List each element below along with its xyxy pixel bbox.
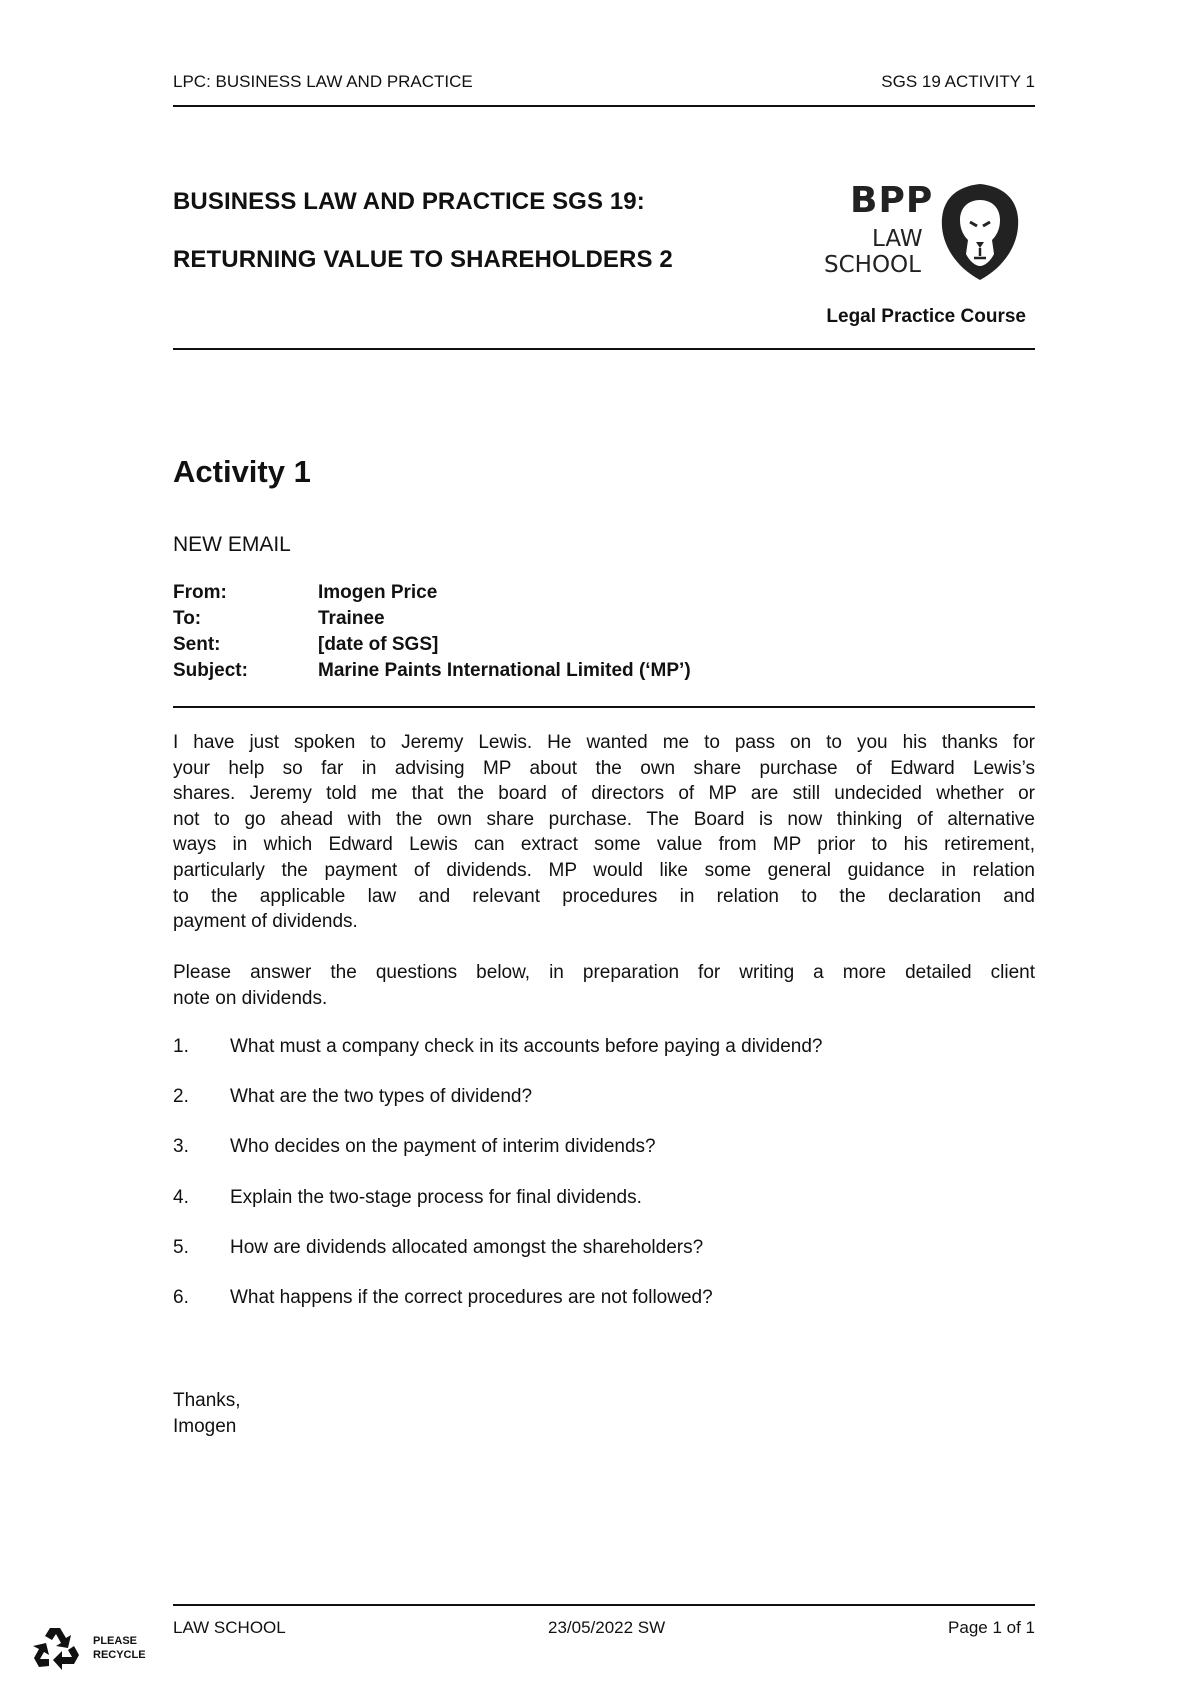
bpp-law-school-logo — [820, 180, 1020, 300]
recycle-label-line1: PLEASE — [93, 1635, 138, 1647]
question-text: What happens if the correct procedures are not followed? — [230, 1287, 713, 1308]
email-subject-value: Marine Paints International Limited (‘MP’) — [318, 660, 691, 681]
title-divider — [173, 348, 1035, 350]
email-to-value: Trainee — [318, 608, 385, 629]
email-sent-label: Sent: — [173, 634, 221, 655]
email-to-label: To: — [173, 608, 202, 629]
paragraph-line: note on dividends. — [173, 987, 328, 1009]
question-number: 3. — [173, 1136, 189, 1157]
document-title-line2: RETURNING VALUE TO SHAREHOLDERS 2 — [173, 246, 673, 273]
email-sent-value: [date of SGS] — [318, 634, 439, 655]
email-subheading: NEW EMAIL — [173, 533, 291, 556]
email-from-label: From: — [173, 582, 227, 603]
paragraph-line: particularly the payment of dividends. MP would like some general guidance in relation — [173, 859, 1035, 881]
header-divider — [173, 105, 1035, 107]
email-from-value: Imogen Price — [318, 582, 438, 603]
recycle-icon — [30, 1624, 82, 1672]
logo-line3: SCHOOL — [824, 252, 921, 278]
question-text: What must a company check in its accounts before paying a dividend? — [230, 1036, 823, 1057]
paragraph-line: to the applicable law and relevant procedures in relation to the declaration and — [173, 885, 1035, 907]
email-body-paragraph-2 — [173, 960, 1035, 1011]
question-text: What are the two types of dividend? — [230, 1086, 533, 1107]
footer-left: LAW SCHOOL — [173, 1618, 286, 1637]
paragraph-line: payment of dividends. — [173, 911, 358, 933]
signature: Imogen — [173, 1416, 237, 1437]
paragraph-line: not to go ahead with the own share purchase. The Board is now thinking of alternative — [173, 808, 1035, 830]
question-text: Who decides on the payment of interim dividends? — [230, 1136, 656, 1157]
running-header-right: SGS 19 ACTIVITY 1 — [881, 72, 1035, 91]
email-divider — [173, 706, 1035, 708]
email-body-paragraph-1 — [173, 730, 1035, 935]
paragraph-line: shares. Jeremy told me that the board of directors of MP are still undecided whether or — [173, 783, 1035, 805]
footer-divider — [173, 1604, 1035, 1606]
paragraph-line: ways in which Edward Lewis can extract some value from MP prior to his retirement, — [173, 834, 1035, 856]
logo-line2: LAW — [872, 226, 923, 252]
logo-caption: Legal Practice Course — [826, 306, 1026, 327]
footer-page-number: Page 1 of 1 — [948, 1618, 1035, 1637]
recycle-label — [93, 1634, 146, 1662]
question-number: 6. — [173, 1287, 189, 1308]
question-number: 2. — [173, 1086, 189, 1107]
footer-date: 23/05/2022 SW — [548, 1618, 666, 1637]
recycle-label-line2: RECYCLE — [93, 1649, 146, 1661]
activity-heading: Activity 1 — [173, 454, 311, 489]
paragraph-line: Please answer the questions below, in preparation for writing a more detailed client — [173, 962, 1035, 983]
running-header-left: LPC: BUSINESS LAW AND PRACTICE — [173, 72, 473, 91]
signoff: Thanks, — [173, 1390, 241, 1411]
email-subject-label: Subject: — [173, 660, 248, 681]
paragraph-line: your help so far in advising MP about the own share purchase of Edward Lewis’s — [173, 757, 1035, 779]
question-number: 5. — [173, 1237, 189, 1258]
question-text: Explain the two-stage process for final dividends. — [230, 1187, 642, 1208]
question-number: 4. — [173, 1187, 189, 1208]
lion-head-icon — [940, 182, 1020, 282]
question-text: How are dividends allocated amongst the shareholders? — [230, 1237, 704, 1258]
question-number: 1. — [173, 1036, 189, 1057]
document-title-line1: BUSINESS LAW AND PRACTICE SGS 19: — [173, 188, 645, 215]
paragraph-line: I have just spoken to Jeremy Lewis. He wanted me to pass on to you his thanks for — [173, 732, 1035, 753]
logo-brand: BPP — [850, 180, 934, 221]
